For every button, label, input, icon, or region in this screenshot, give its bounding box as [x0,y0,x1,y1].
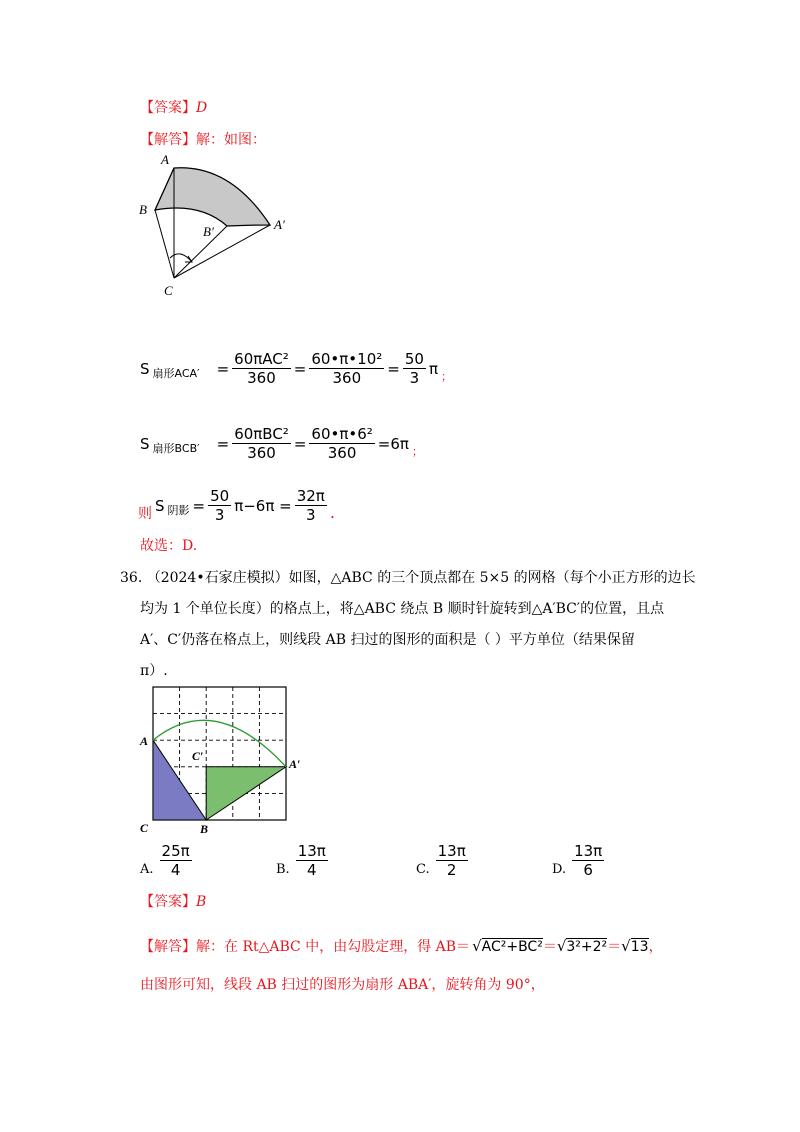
label-A-prime: A′ [289,757,301,771]
s-symbol: S [140,359,150,378]
label-A-prime: A′ [274,217,285,232]
label-C: C [140,821,149,835]
result: =6π [377,434,409,453]
question-36-line-2: 均为 1 个单位长度）的格点上，将△ABC 绕点 B 顺时针旋转到△A′BC′的位置，且点 [140,601,665,617]
then-word: 则 [138,505,152,522]
label-C: C [164,283,173,298]
solution-text: 解：如图： [196,132,266,148]
segment-CB [155,210,174,278]
label-B-prime: B′ [203,224,214,239]
answer-prefix: 【答案】 [140,100,196,116]
option-label: B. [276,862,290,877]
option-b[interactable] [276,842,328,879]
s-subscript: 阴影 [167,503,190,517]
formula-sector-aca [140,350,452,387]
equals: ＝ [607,939,622,955]
option-fraction: $\frac{25\pi}{4}$ [161,842,190,879]
answer-value: D [196,100,208,116]
solution-prefix: 【解答】 [140,132,196,148]
equals: = [216,359,230,378]
option-label: D. [552,862,567,877]
label-C-prime: C′ [192,749,204,763]
question-36-line-4: π）. [140,663,168,679]
equals: = [192,496,206,515]
formula-sector-bcb [140,425,423,462]
s-symbol: S [140,434,150,453]
semicolon: ； [440,369,452,383]
option-label: A. [140,862,154,877]
option-a[interactable] [140,842,192,879]
shaded-ring-region [155,168,270,226]
equals: = [216,434,230,453]
option-d[interactable] [552,842,604,879]
equals: ＝ [542,939,557,955]
fraction-1: $\frac{50}{3}$ [210,487,230,524]
option-fraction: $\frac{13\pi}{4}$ [297,842,326,879]
label-B: B [139,202,147,217]
fraction-2: $\frac{\text{60•π•6²}}{360}$ [311,425,373,462]
answer-value: B [196,894,207,910]
answer-prefix: 【答案】 [140,894,196,910]
sqrt-3: √13 [621,937,649,955]
fraction-1: $\frac{\text{60πAC²}}{360}$ [234,350,289,387]
label-B: B [200,822,209,836]
s-symbol: S [155,496,165,515]
question-36-line-3: A′、C′仍落在格点上，则线段 AB 扫过的图形的面积是（ ）平方单位（结果保留 [140,632,635,648]
fraction-2: $\frac{\text{60•π•10²}}{360}$ [311,350,383,387]
sector-figure-1 [130,150,300,300]
label-A: A [140,734,149,748]
arc-A-to-A-prime [153,720,286,766]
solution-line-2 [140,936,663,957]
solution-line-1 [140,130,266,150]
option-fraction: $\frac{13\pi}{2}$ [437,842,466,879]
solution-line-3: 由图形可知，线段 AB 扫过的图形为扇形 ABA′，旋转角为 90°， [140,977,545,993]
option-fraction: $\frac{13\pi}{6}$ [574,842,603,879]
option-label: C. [416,862,430,877]
period: . [329,503,335,522]
fraction-3: $\frac{50}{3}$ [404,350,424,387]
option-c[interactable] [416,842,468,879]
middle-expression: π−6π = [234,496,292,515]
choice-line-1: 故选：D. [140,538,198,554]
comma: ， [648,939,663,955]
fraction-1: $\frac{\text{60πBC²}}{360}$ [234,425,289,462]
equals: = [293,434,307,453]
equals: = [293,359,307,378]
pi-symbol: π [428,359,438,378]
label-A: A [161,152,169,167]
segment-CB-prime [174,226,227,278]
segment-CA-prime [174,225,270,278]
sqrt-1: √AC²+BC² [472,937,543,955]
formula-shaded-area [138,487,335,524]
equals: = [387,359,400,378]
question-36-line-1: 36. （2024•石家庄模拟）如图，△ABC 的三个顶点都在 5×5 的网格（每个小正方形的边长 [120,570,696,586]
sqrt-2: √3²+2² [556,937,608,955]
answer-line-2 [140,892,206,912]
grid-figure-2 [135,680,305,840]
s-subscript: 扇形BCB′ [152,441,200,455]
answer-line-1 [140,98,207,118]
solution-text: 解：在 Rt△ABC 中，由勾股定理，得 AB＝ [196,939,471,955]
fraction-2: $\frac{32\pi}{3}$ [296,487,325,524]
s-subscript: 扇形ACA′ [152,366,200,380]
semicolon: ； [411,444,423,458]
solution-prefix: 【解答】 [140,939,196,955]
